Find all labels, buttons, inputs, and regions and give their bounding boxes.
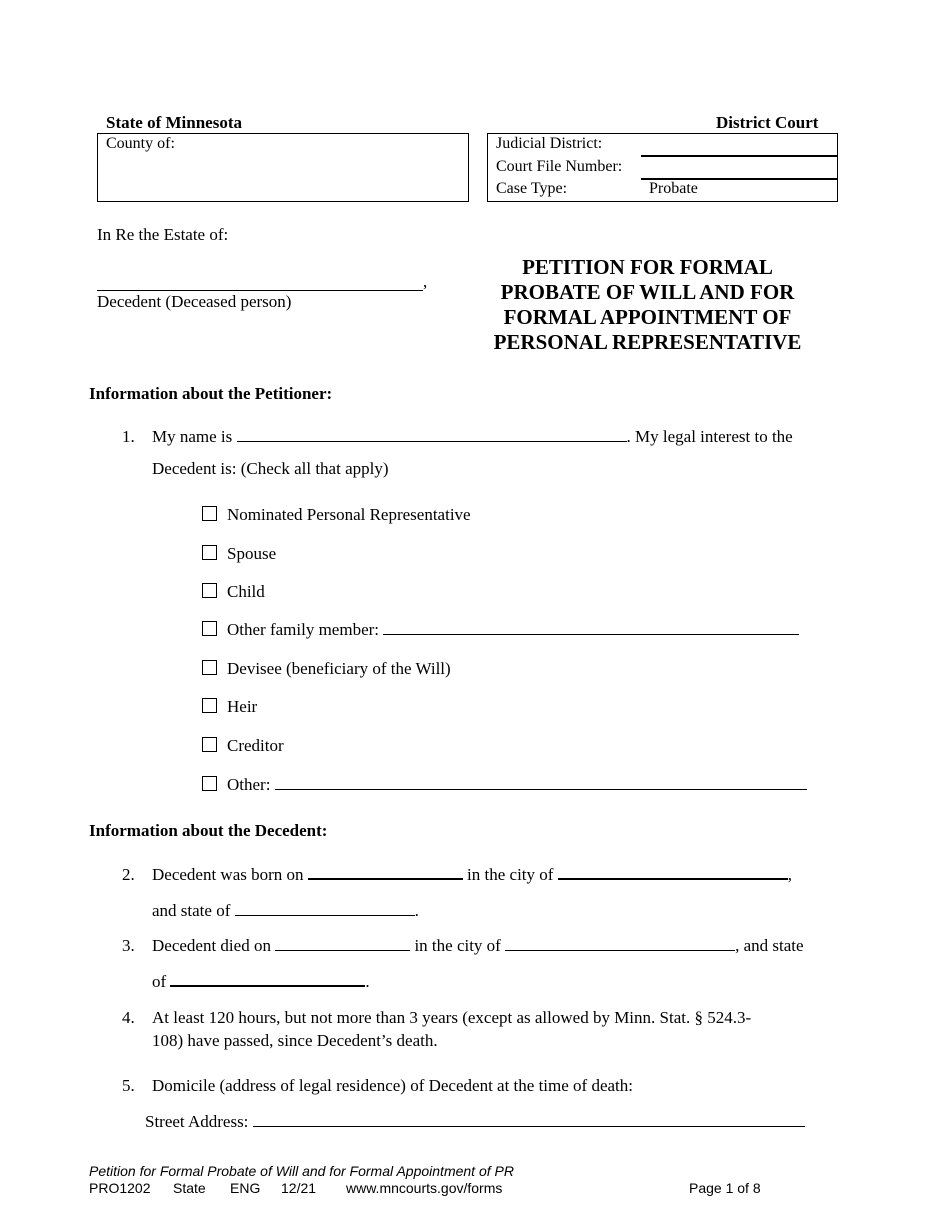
item-number: 3. xyxy=(122,936,135,955)
other-field[interactable] xyxy=(275,789,807,790)
item-number: 4. xyxy=(122,1008,135,1027)
checkbox-icon[interactable] xyxy=(202,737,217,752)
county-label: County of: xyxy=(106,135,175,152)
item1-post: . My legal interest to the xyxy=(626,427,793,446)
checkbox-icon[interactable] xyxy=(202,545,217,560)
decedent-heading: Information about the Decedent: xyxy=(89,821,328,840)
item3-text: Decedent died on xyxy=(152,936,271,955)
checkbox-icon[interactable] xyxy=(202,583,217,598)
birth-city-field[interactable] xyxy=(558,878,788,880)
footer-form-code: PRO1202 xyxy=(89,1180,151,1196)
checkbox-other-family[interactable] xyxy=(202,620,799,640)
case-type-value: Probate xyxy=(649,180,698,197)
item3-text: , and state xyxy=(735,936,804,955)
footer-scope: State xyxy=(173,1180,206,1196)
checkbox-spouse[interactable] xyxy=(202,544,276,564)
checkbox-child[interactable] xyxy=(202,582,265,602)
item3-text: in the city of xyxy=(414,936,501,955)
title-line: PERSONAL REPRESENTATIVE xyxy=(493,330,802,354)
item2-text: . xyxy=(414,901,419,920)
checkbox-label: Child xyxy=(227,582,265,601)
street-address-row xyxy=(145,1112,805,1132)
item5-text: Domicile (address of legal residence) of Decedent at the time of death: xyxy=(152,1076,633,1095)
checkbox-other[interactable] xyxy=(202,775,807,795)
checkbox-label: Other family member: xyxy=(227,620,380,639)
checkbox-nominated-pr[interactable] xyxy=(202,505,471,525)
footer-page-number: Page 1 of 8 xyxy=(689,1180,761,1196)
decedent-label: Decedent (Deceased person) xyxy=(97,292,292,311)
judicial-district-field[interactable] xyxy=(641,155,838,157)
case-info-box xyxy=(487,133,838,202)
checkbox-label: Devisee (beneficiary of the Will) xyxy=(227,659,451,678)
checkbox-label: Creditor xyxy=(227,736,284,755)
birth-state-field[interactable] xyxy=(235,915,415,916)
checkbox-icon[interactable] xyxy=(202,776,217,791)
footer-form-title: Petition for Formal Probate of Will and for Formal Appointment of PR xyxy=(89,1163,514,1179)
checkbox-creditor[interactable] xyxy=(202,736,284,756)
checkbox-icon[interactable] xyxy=(202,660,217,675)
petitioner-name-field[interactable] xyxy=(237,441,627,442)
item2-text: in the city of xyxy=(467,865,554,884)
item4-line2: 108) have passed, since Decedent’s death. xyxy=(152,1031,438,1050)
title-line: PROBATE OF WILL AND FOR xyxy=(500,280,795,304)
checkbox-label: Heir xyxy=(227,697,258,716)
checkbox-label: Spouse xyxy=(227,544,277,563)
footer-url-link[interactable]: www.mncourts.gov/forms xyxy=(346,1180,503,1196)
checkbox-label: Nominated Personal Representative xyxy=(227,505,471,524)
checkbox-heir[interactable] xyxy=(202,697,257,717)
title-line: FORMAL APPOINTMENT OF xyxy=(503,305,792,329)
court-file-label: Court File Number: xyxy=(496,158,623,175)
other-family-field[interactable] xyxy=(383,634,799,635)
street-address-label: Street Address: xyxy=(145,1112,249,1131)
death-date-field[interactable] xyxy=(275,950,410,951)
judicial-district-label: Judicial District: xyxy=(496,135,603,152)
item-number: 1. xyxy=(122,427,135,446)
court-label: District Court xyxy=(716,113,819,132)
item-number: 5. xyxy=(122,1076,135,1095)
state-label: State of Minnesota xyxy=(106,113,242,132)
title-line: PETITION FOR FORMAL xyxy=(522,255,773,279)
checkbox-devisee[interactable] xyxy=(202,659,451,679)
in-re-label: In Re the Estate of: xyxy=(97,225,229,244)
item1-pre: My name is xyxy=(152,427,233,446)
petitioner-heading: Information about the Petitioner: xyxy=(89,384,333,403)
item2-text: Decedent was born on xyxy=(152,865,304,884)
death-state-field[interactable] xyxy=(170,985,365,987)
item3-text: of xyxy=(152,972,167,991)
decedent-name-field[interactable] xyxy=(97,290,423,291)
document-title xyxy=(475,255,820,355)
item3-text: . xyxy=(365,972,370,991)
checkbox-icon[interactable] xyxy=(202,506,217,521)
checkbox-icon[interactable] xyxy=(202,698,217,713)
item-number: 2. xyxy=(122,865,135,884)
case-type-label: Case Type: xyxy=(496,180,568,197)
footer-lang: ENG xyxy=(230,1180,261,1196)
checkbox-icon[interactable] xyxy=(202,621,217,636)
item4-line1: At least 120 hours, but not more than 3 years (except as allowed by Minn. Stat. § 524.3- xyxy=(152,1008,752,1027)
county-box[interactable] xyxy=(97,133,469,202)
item2-text: and state of xyxy=(152,901,231,920)
birth-date-field[interactable] xyxy=(308,878,463,880)
item1-line2: Decedent is: (Check all that apply) xyxy=(152,459,389,478)
item2-text: , xyxy=(787,865,792,884)
death-city-field[interactable] xyxy=(505,950,735,951)
street-address-field[interactable] xyxy=(253,1126,805,1127)
decedent-comma: , xyxy=(423,272,428,291)
footer-date: 12/21 xyxy=(281,1180,317,1196)
checkbox-label: Other: xyxy=(227,775,271,794)
